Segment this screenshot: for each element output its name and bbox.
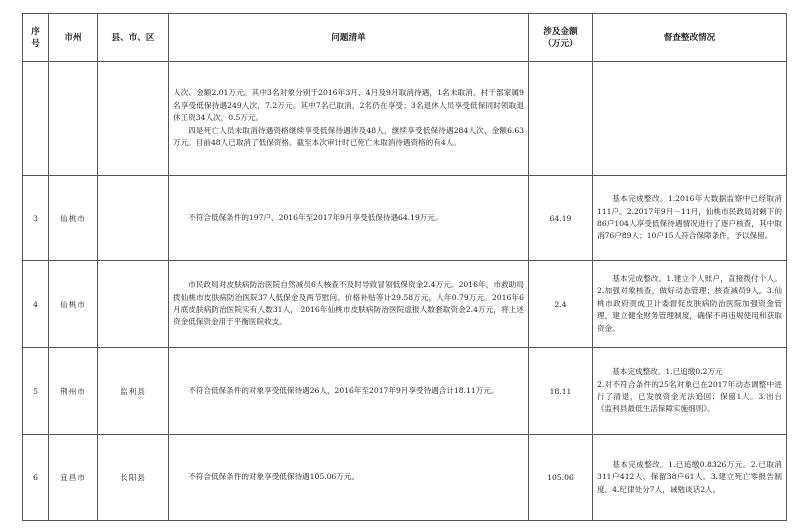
header-amount: 涉及金额（万元） [529, 14, 593, 62]
cell-rectify [593, 261, 787, 348]
table-row [23, 62, 787, 176]
cell-amount: 2.4 [529, 261, 593, 348]
audit-table [22, 13, 787, 521]
header-issue: 问题清单 [169, 14, 529, 62]
cell-issue [169, 176, 529, 261]
cell-city: 荆州市 [49, 348, 98, 435]
cell-issue [169, 435, 529, 521]
cell-county [98, 62, 169, 176]
issue-paragraph: 不符合低保条件的对象享受低保待遇105.06万元。 [188, 472, 360, 482]
cell-amount: 18.11 [529, 348, 593, 435]
cell-county: 长阳县 [98, 435, 169, 521]
cell-issue [169, 261, 529, 348]
table-row [23, 435, 787, 521]
cell-rectify [593, 348, 787, 435]
header-city: 市州 [49, 14, 98, 62]
cell-issue [169, 62, 529, 176]
rectify-paragraph: 基本完成整改。1.建立个人账户，直接拨付个人。2.加强对象核查，做好动态管理；核查减员9人。3.仙桃市政府责成卫计委督促皮肤病防治医院加强资金管理，建立健全财务管理制度，确保不再违规使用和获取资金。 [597, 273, 782, 333]
rectify-paragraph: 基本完成整改。1.已追缴0.2万元 [612, 367, 723, 377]
rectify-paragraph: 2.对不符合条件的25名对象已在2017年动态调整中进行了清退，已发放资金无法追回；保留1人。3.出台《监利县最低生活保障实施细则》。 [597, 379, 782, 414]
rectify-paragraph: 基本完成整改。1.已追缴0.8326万元。2.已取消311户412人，保留38户61人。3.建立死亡零报告制度。4.纪律处分7人，诫勉谈话2人。 [597, 459, 782, 494]
table-header-row [23, 14, 787, 62]
issue-paragraph: 不符合低保条件的对象享受低保待遇26人，2016年至2017年9月享受待遇合计18.11万元。 [188, 385, 499, 395]
cell-city: 宜昌市 [49, 435, 98, 521]
cell-amount [529, 62, 593, 176]
cell-seq: 3 [23, 176, 49, 261]
cell-county: 监利县 [98, 348, 169, 435]
issue-paragraph: 人次、金额2.01万元。其中3名对象分别于2016年3月、4月及9月取消待遇，1名未取消。村干部家属9名享受低保待遇249人次，7.2万元。其中7名已取消，2名仍在享受；3名退休人员享受低保同时领取退休工资34人次，0.5万元。 [173, 88, 524, 123]
header-county: 县、市、区 [98, 14, 169, 62]
table-row [23, 261, 787, 348]
cell-city: 仙桃市 [49, 261, 98, 348]
cell-seq: 4 [23, 261, 49, 348]
issue-paragraph: 不符合低保条件的197户，2016年至2017年9月享受低保待遇64.19万元。 [188, 212, 443, 222]
table-row [23, 176, 787, 261]
cell-city [49, 62, 98, 176]
issue-paragraph: 市民政局对皮肤病防治医院自然减员6人核查不及时导致冒领低保资金2.4万元。2016年，市救助局拨仙桃市皮肤病防治医院37人低保金及两节慰问、价格补贴等计29.58万元，人年0.79万元。2016年6月底皮肤病防治医院实有人数31人， 2016年仙桃市皮肤病防治医院虚报人数套取资金2.4万元，将上述资金低保资金用于平衡医院收支。 [173, 280, 524, 327]
rectify-paragraph: 基本完成整改。1.2016年大数据监察中已经取消111户。2.2017年9月－11月，仙桃市民政局对剩下的86户104人享受低保待遇情况进行了逐户核查，其中取消76户89人；10户15人符合保障条件，予以保留。 [597, 194, 782, 241]
cell-rectify [593, 435, 787, 521]
cell-seq: 6 [23, 435, 49, 521]
cell-rectify [593, 176, 787, 261]
header-rectify: 督查整改情况 [593, 14, 787, 62]
cell-rectify [593, 62, 787, 176]
cell-amount: 64.19 [529, 176, 593, 261]
cell-city: 仙桃市 [49, 176, 98, 261]
cell-issue [169, 348, 529, 435]
cell-amount: 105.06 [529, 435, 593, 521]
cell-county [98, 261, 169, 348]
table-row [23, 348, 787, 435]
cell-seq: 5 [23, 348, 49, 435]
cell-county [98, 176, 169, 261]
cell-seq [23, 62, 49, 176]
header-seq: 序号 [23, 14, 49, 62]
issue-paragraph: 四是死亡人员未取消待遇资格继续享受低保待遇涉及48人，继续享受低保待遇284人次、金额6.63万元。目前48人已取消了低保资格。截至本次审计时已死亡未取消待遇资格的有4人。 [173, 125, 524, 148]
